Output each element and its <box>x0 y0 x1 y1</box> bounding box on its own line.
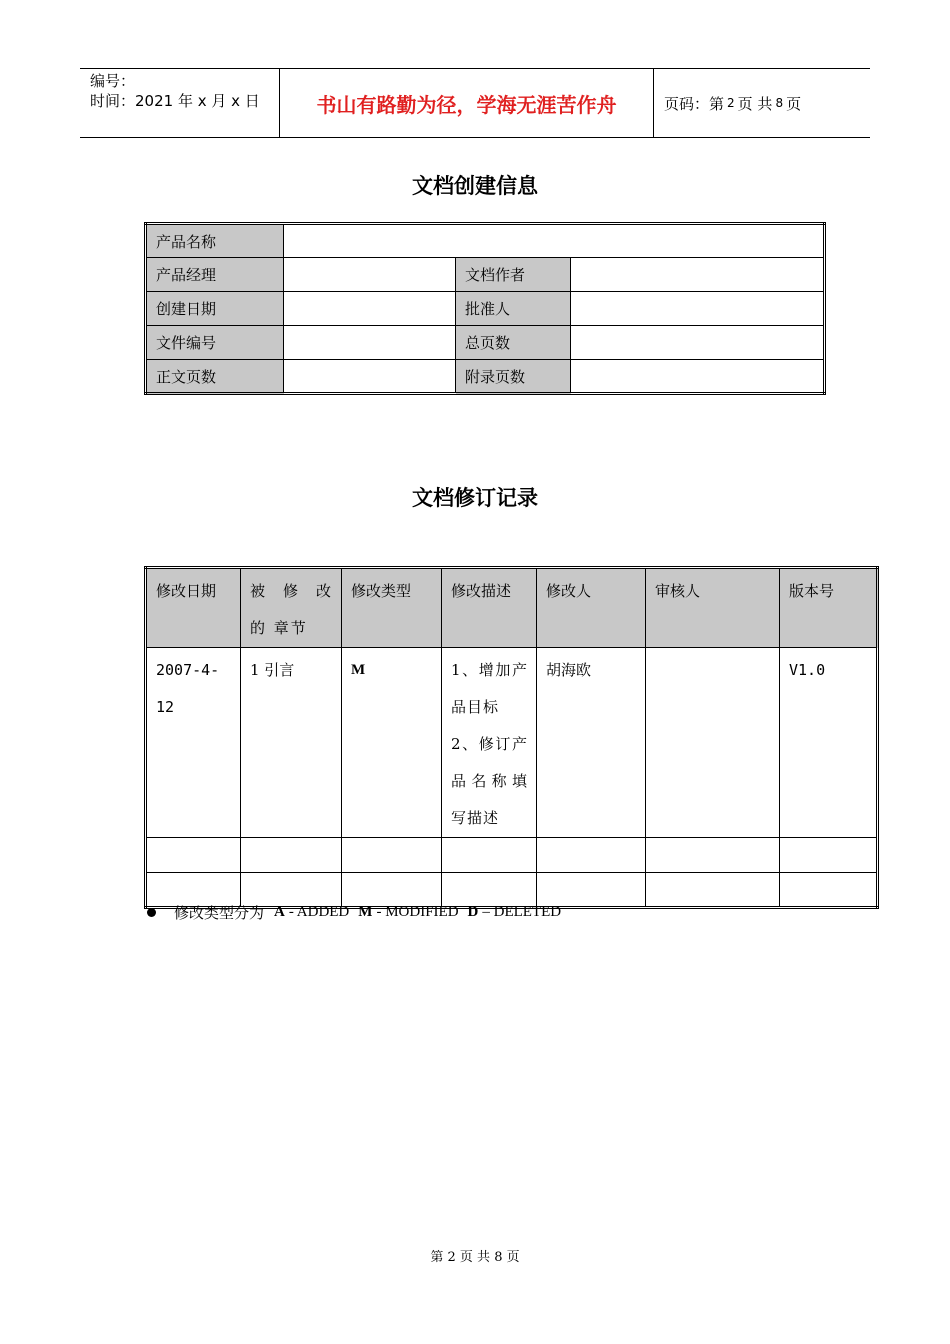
header-page-pre: 页码：第 <box>664 94 725 113</box>
column-header: 审核人 <box>646 568 780 648</box>
note-key-m: M <box>358 904 373 920</box>
column-header: 修改日期 <box>146 568 241 648</box>
creation-title: 文档创建信息 <box>412 174 538 198</box>
column-header: 修改描述 <box>442 568 537 648</box>
creation-info-table <box>144 222 826 395</box>
note-key-a: A <box>274 904 285 920</box>
table-row <box>146 292 825 326</box>
cell-reviewer <box>646 648 780 838</box>
column-header: 版本号 <box>780 568 878 648</box>
product-name-label: 产品名称 <box>146 224 284 258</box>
revision-type-note <box>147 902 561 923</box>
header-page-info <box>654 69 870 137</box>
cell-type: M <box>342 648 442 838</box>
cell-date: 2007-4-12 <box>146 648 241 838</box>
note-prefix: 修改类型分为 <box>174 904 265 922</box>
description-line: 1、增加产品目标 <box>451 661 528 716</box>
table-row <box>146 224 825 258</box>
info-value <box>284 292 456 326</box>
info-label: 总页数 <box>456 326 571 360</box>
info-value <box>571 292 825 326</box>
table-header-row <box>146 568 878 648</box>
note-text-m: - MODIFIED <box>376 904 459 920</box>
header-page-total: 8 <box>775 96 784 110</box>
cell-section: 1 引言 <box>241 648 342 838</box>
info-label: 正文页数 <box>146 360 284 394</box>
info-label: 创建日期 <box>146 292 284 326</box>
info-label: 产品经理 <box>146 258 284 292</box>
page-footer: 第 2 页 共 8 页 <box>430 1250 520 1265</box>
cell-version: V1.0 <box>780 648 878 838</box>
header-time-label: 时间：2021 年 x 月 x 日 <box>90 92 260 110</box>
table-row <box>146 258 825 292</box>
header-page-post: 页 <box>786 94 802 113</box>
info-value <box>284 326 456 360</box>
cell-description <box>442 648 537 838</box>
note-text-a: - ADDED <box>288 904 350 920</box>
product-name-value <box>284 224 825 258</box>
info-value <box>571 258 825 292</box>
info-value <box>571 326 825 360</box>
column-header: 修改类型 <box>342 568 442 648</box>
header-motto: 书山有路勤为径，学海无涯苦作舟 <box>280 69 654 137</box>
note-text-d: – DELETED <box>482 904 562 920</box>
column-header: 修改人 <box>537 568 646 648</box>
info-value <box>284 360 456 394</box>
info-value <box>571 360 825 394</box>
header-page-mid: 页 共 <box>737 94 773 113</box>
info-label: 附录页数 <box>456 360 571 394</box>
table-row <box>146 326 825 360</box>
header-page-num: 2 <box>727 96 735 110</box>
info-value <box>284 258 456 292</box>
header-number-label: 编号： <box>90 72 136 90</box>
table-row <box>146 838 878 873</box>
revision-table <box>144 566 879 909</box>
revision-title: 文档修订记录 <box>412 486 538 510</box>
info-label: 文件编号 <box>146 326 284 360</box>
info-label: 文档作者 <box>456 258 571 292</box>
table-row <box>146 648 878 838</box>
cell-author: 胡海欧 <box>537 648 646 838</box>
note-key-d: D <box>467 904 479 920</box>
header-meta <box>80 69 280 137</box>
page-header <box>80 68 870 138</box>
column-header: 被 修 改 的 章节 <box>241 568 342 648</box>
table-row <box>146 360 825 394</box>
description-line: 2、修订产品名称填写描述 <box>451 735 528 827</box>
bullet-icon <box>147 908 156 917</box>
info-label: 批准人 <box>456 292 571 326</box>
